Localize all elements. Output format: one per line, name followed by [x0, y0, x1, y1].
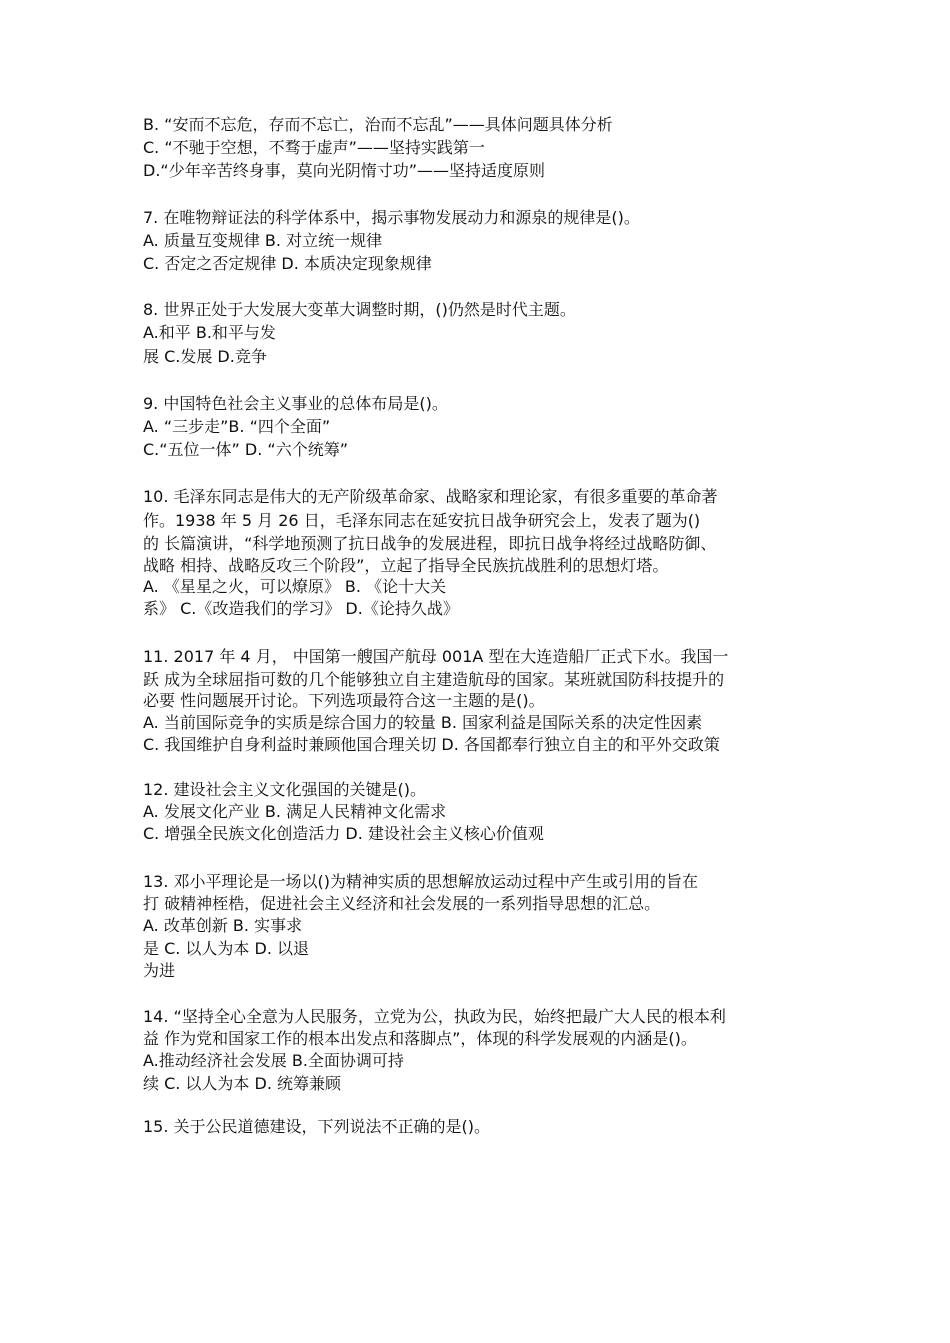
- question-13-options-line-1: A. 改革创新 B. 实事求: [143, 916, 303, 935]
- question-14-options-line-1: A.推动经济社会发展 B.全面协调可持: [143, 1051, 404, 1070]
- question-10-stem-line-3: 的 长篇演讲，“科学地预测了抗日战争的发展进程，即抗日战争将经过战略防御、: [143, 534, 717, 553]
- question-6-option-d: D.“少年辛苦终身事，莫向光阴惰寸功”——坚持适度原则: [143, 161, 545, 180]
- question-8-stem: 8. 世界正处于大发展大变革大调整时期，()仍然是时代主题。: [143, 300, 576, 319]
- question-10-stem-line-2: 作。1938 年 5 月 26 日，毛泽东同志在延安抗日战争研究会上，发表了题为(): [143, 511, 701, 530]
- question-7-stem: 7. 在唯物辩证法的科学体系中，揭示事物发展动力和源泉的规律是()。: [143, 208, 640, 227]
- question-9-options-cd: C.“五位一体” D. “六个统筹”: [143, 440, 348, 459]
- question-14-stem-line-1: 14. “坚持全心全意为人民服务，立党为公，执政为民，始终把最广大人民的根本利: [143, 1007, 726, 1026]
- question-9-stem: 9. 中国特色社会主义事业的总体布局是()。: [143, 394, 448, 413]
- question-15-stem: 15. 关于公民道德建设，下列说法不正确的是()。: [143, 1117, 491, 1136]
- question-10-options-line-1: A. 《星星之火，可以燎原》 B. 《论十大关: [143, 577, 447, 596]
- question-10-stem-line-1: 10. 毛泽东同志是伟大的无产阶级革命家、战略家和理论家，有很多重要的革命著: [143, 487, 718, 506]
- question-12-options-ab: A. 发展文化产业 B. 满足人民精神文化需求: [143, 802, 447, 821]
- question-12-stem: 12. 建设社会主义文化强国的关键是()。: [143, 780, 427, 799]
- question-11-options-cd: C. 我国维护自身利益时兼顾他国合理关切 D. 各国都奉行独立自主的和平外交政策: [143, 735, 720, 754]
- question-8-options-line-1: A.和平 B.和平与发: [143, 323, 276, 342]
- question-7-options-ab: A. 质量互变规律 B. 对立统一规律: [143, 231, 383, 250]
- question-10-options-line-2: 系》 C.《改造我们的学习》 D.《论持久战》: [143, 599, 459, 618]
- question-11-stem-line-3: 必要 性问题展开讨论。下列选项最符合这一主题的是()。: [143, 691, 545, 710]
- question-12-options-cd: C. 增强全民族文化创造活力 D. 建设社会主义核心价值观: [143, 824, 544, 843]
- question-6-option-c: C. “不驰于空想，不骛于虚声”——坚持实践第一: [143, 138, 485, 157]
- question-14-options-line-2: 续 C. 以人为本 D. 统筹兼顾: [143, 1074, 342, 1093]
- question-9-options-ab: A. “三步走”B. “四个全面”: [143, 417, 331, 436]
- question-11-stem-line-1: 11. 2017 年 4 月， 中国第一艘国产航母 001A 型在大连造船厂正式下水。我国一: [143, 647, 729, 666]
- question-8-options-line-2: 展 C.发展 D.竞争: [143, 347, 267, 366]
- question-7-options-cd: C. 否定之否定规律 D. 本质决定现象规律: [143, 254, 432, 273]
- question-13-stem-line-1: 13. 邓小平理论是一场以()为精神实质的思想解放运动过程中产生或引用的旨在: [143, 872, 699, 891]
- question-14-stem-line-2: 益 作为党和国家工作的根本出发点和落脚点”，体现的科学发展观的内涵是()。: [143, 1029, 697, 1048]
- question-11-stem-line-2: 跃 成为全球屈指可数的几个能够独立自主建造航母的国家。某班就国防科技提升的: [143, 670, 725, 689]
- question-13-options-line-3: 为进: [143, 961, 176, 980]
- question-13-options-line-2: 是 C. 以人为本 D. 以退: [143, 939, 310, 958]
- question-13-stem-line-2: 打 破精神桎梏，促进社会主义经济和社会发展的一系列指导思想的汇总。: [143, 894, 661, 913]
- question-10-stem-line-4: 战略 相持、战略反攻三个阶段”，立起了指导全民族抗战胜利的思想灯塔。: [143, 556, 669, 575]
- question-11-options-ab: A. 当前国际竞争的实质是综合国力的较量 B. 国家利益是国际关系的决定性因素: [143, 713, 703, 732]
- question-6-option-b: B. “安而不忘危，存而不忘亡，治而不忘乱”——具体问题具体分析: [143, 115, 613, 134]
